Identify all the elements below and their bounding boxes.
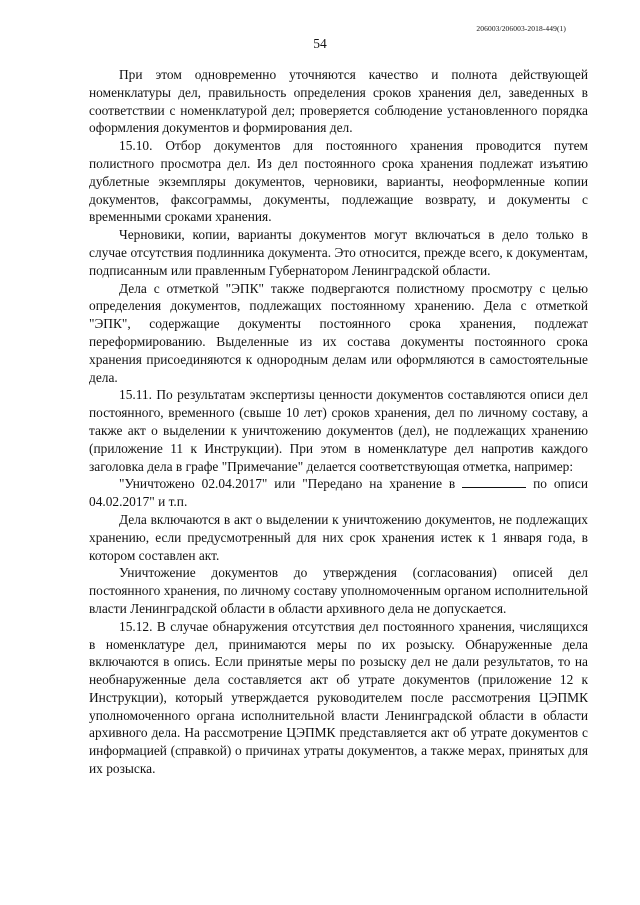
paragraph: Дела с отметкой "ЭПК" также подвергаются полистному просмотру с целью определения документов, подлежащих постоянному хранению. Дела с отметкой "ЭПК", содержащие документы постоянного срока хранения, подлежат переформированию. Выделенные из их состава документы постоянного срока хранения присоединяются к однородным делам или оформляются в самостоятельные дела. bbox=[89, 280, 588, 385]
paragraph: 15.10. Отбор документов для постоянного хранения проводится путем полистного просмотра дел. Из дел постоянного срока хранения подлежат изъятию дублетные экземпляры документов, черновики, варианты, неоформленные копии документов, факсограммы, документы, подлежащие возврату, и документы с временными сроками хранения. bbox=[89, 138, 588, 225]
paragraph: При этом одновременно уточняются качество и полнота действующей номенклатуры дел, правильность определения сроков хранения дел, заведенных в соответствии с номенклатурой дел; проверяется соблюдение установленного порядка оформления документов и формирования дел. bbox=[89, 67, 588, 136]
example-paragraph bbox=[89, 475, 588, 511]
paragraph: Дела включаются в акт о выделении к уничтожению документов, не подлежащих хранению, если предусмотренный для них срок хранения истек к 1 января года, в котором составлен акт. bbox=[89, 511, 588, 563]
document-id: 206003/206003-2018-449(1) bbox=[476, 24, 566, 33]
paragraph: Черновики, копии, варианты документов могут включаться в дело только в случае отсутствия подлинника документа. Это относится, прежде всего, к документам, подписанным или правленным Губернатором Ленинградской области. bbox=[89, 227, 588, 278]
paragraph: 15.11. По результатам экспертизы ценности документов составляются описи дел постоянного, временного (свыше 10 лет) сроков хранения, дел по личному составу, а также акт о выделении к уничтожению документов (дел), не подлежащих хранению (приложение 11 к Инструкции). При этом в номенклатуре дел напротив каждого заголовка дела в графе "Примечание" делается соответствующая отметка, например: bbox=[89, 387, 588, 474]
page-number: 54 bbox=[313, 36, 327, 51]
example-text-end: по описи 04.02.2017" и т.п. bbox=[89, 476, 588, 510]
paragraph: 15.12. В случае обнаружения отсутствия дел постоянного хранения, числящихся в номенклатуре дел, принимаются меры по их розыску. Обнаруженные дела включаются в опись. Если принятые меры по розыску дел не дали результатов, то на необнаруженные дела составляется акт об утрате документов (приложение 12 к Инструкции), который утверждается руководителем после рассмотрения ЦЭПМК уполномоченного органа исполнительной власти Ленинградской области в области архивного дела. На рассмотрение ЦЭПМК представляется акт об утрате документов с информацией (справкой) о причинах утраты документов, а также мерах, принятых для их розыска. bbox=[89, 618, 588, 777]
blank-line bbox=[462, 475, 526, 488]
paragraph: Уничтожение документов до утверждения (согласования) описей дел постоянного хранения, по личному составу уполномоченным органом исполнительной власти Ленинградской области в области архивного дела не допускается. bbox=[89, 565, 588, 616]
document-body bbox=[89, 66, 588, 778]
example-text-start: "Уничтожено 02.04.2017" или "Передано на хранение в bbox=[119, 476, 456, 492]
